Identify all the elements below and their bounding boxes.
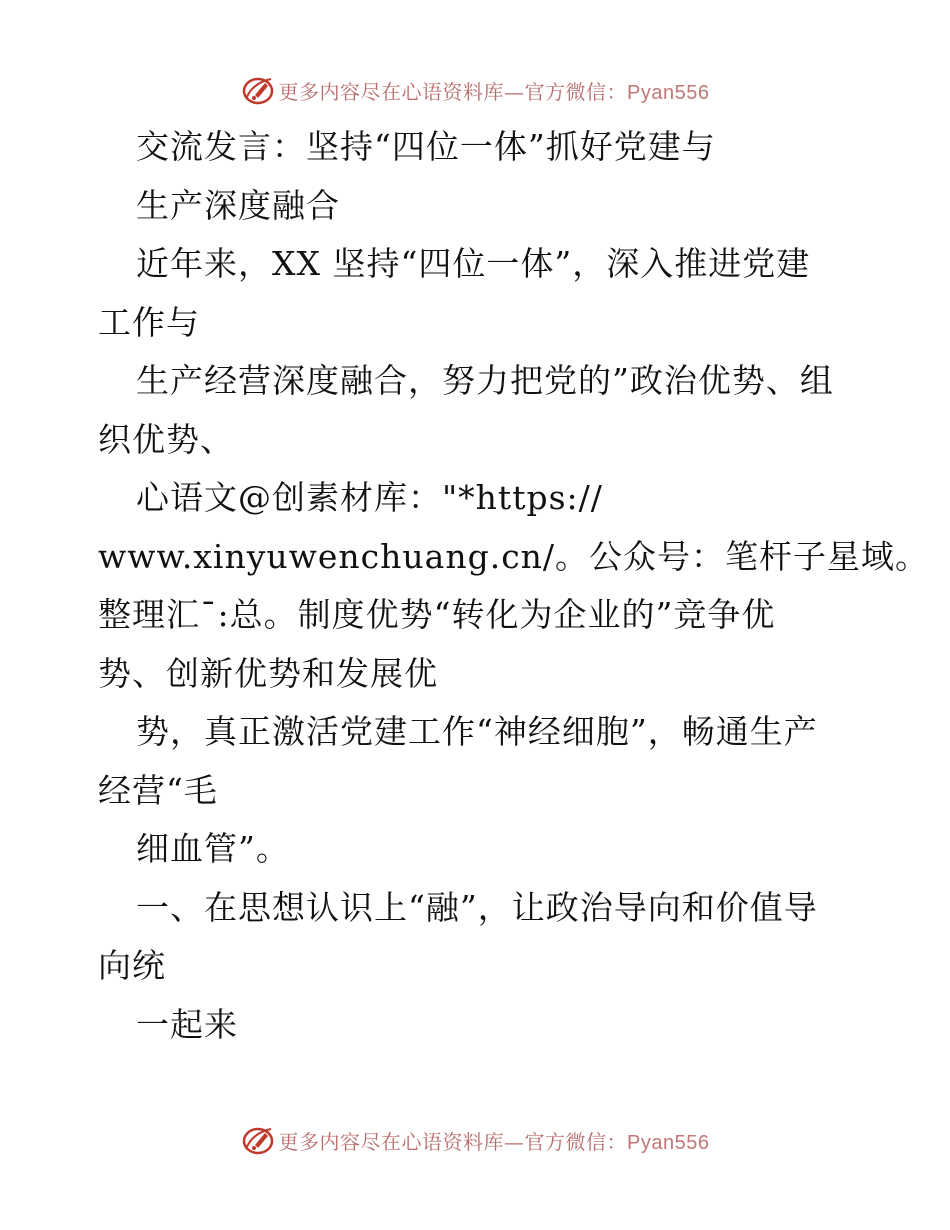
paragraph-line: 工作与 [98, 302, 200, 342]
header-banner-text: 更多内容尽在心语资料库—官方微信：Pyan556 [278, 79, 710, 104]
footer-banner [0, 1120, 950, 1160]
section-heading-line: 一、在思想认识上“融”，让政治导向和价值导 [136, 887, 818, 927]
footer-banner-text: 更多内容尽在心语资料库—官方微信：Pyan556 [278, 1129, 710, 1154]
pen-nib-logo-icon [241, 1123, 277, 1157]
paragraph-line: www.xinyuwenchuang.cn/。公众号：笔杆子星域。 [98, 536, 930, 576]
paragraph-line: 心语文@创素材库："*https:// [136, 478, 603, 517]
pen-nib-logo-icon [241, 73, 277, 107]
document-body [98, 118, 930, 1054]
doc-title-line-1: 交流发言：坚持“四位一体”抓好党建与 [136, 127, 716, 166]
paragraph-line: 经营“毛 [98, 770, 218, 810]
paragraph-line: 织优势、 [98, 419, 234, 459]
paragraph-line: 生产经营深度融合，努力把党的”政治优势、组 [136, 361, 834, 400]
paragraph-line: 势，真正激活党建工作“神经细胞”，畅通生产 [136, 712, 818, 751]
paragraph-line: 整理汇¯:总。制度优势“转化为企业的”竞争优 [98, 595, 776, 634]
doc-title-line-2: 生产深度融合 [136, 185, 340, 225]
section-heading-line: 向统 [98, 946, 166, 985]
paragraph-line: 势、创新优势和发展优 [98, 653, 438, 693]
section-heading-line: 一起来 [136, 1004, 238, 1044]
header-banner [0, 70, 950, 110]
footer-wechat-id: Pyan556 [627, 1131, 710, 1154]
paragraph-line: 细血管”。 [136, 829, 290, 868]
paragraph-line: 近年来，XX 坚持“四位一体”，深入推进党建 [136, 244, 811, 283]
header-wechat-id: Pyan556 [627, 81, 710, 104]
